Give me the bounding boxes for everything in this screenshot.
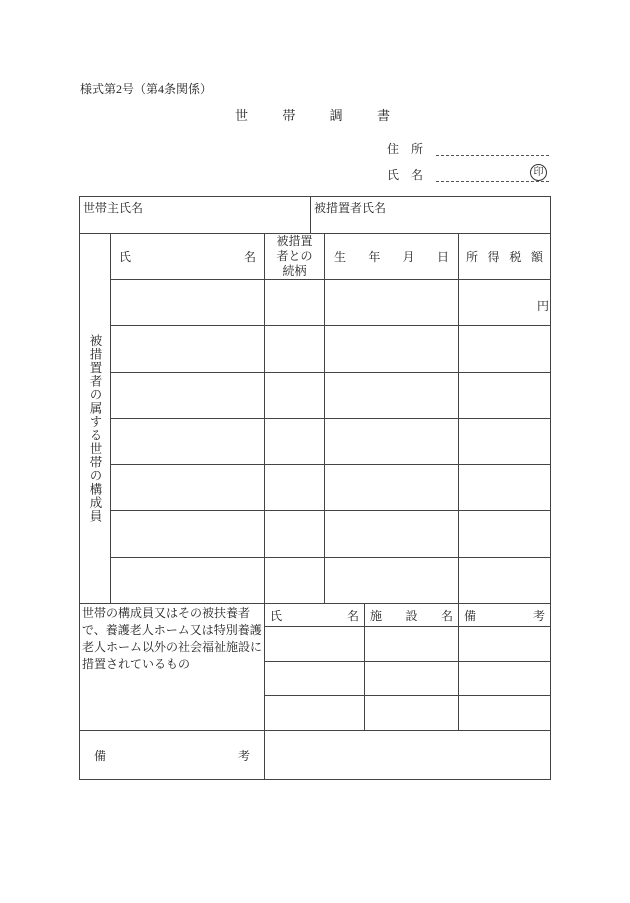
member-income-tax-cell[interactable]	[458, 510, 551, 557]
col-header-birthdate	[324, 233, 459, 280]
header-char: 年	[368, 250, 381, 264]
member-name-cell[interactable]	[110, 464, 265, 511]
members-section-label: 被措置者の属する世帯の構成員	[88, 334, 102, 523]
header-char: 月	[402, 250, 415, 264]
member-income-tax-cell[interactable]	[458, 325, 551, 372]
remarks-char: 考	[237, 748, 250, 763]
document-title	[235, 105, 390, 124]
member-income-tax-cell[interactable]	[458, 372, 551, 419]
institution-name-cell[interactable]	[264, 626, 365, 662]
remarks-char: 備	[94, 748, 107, 763]
institution-facility-cell[interactable]	[364, 661, 459, 697]
member-income-tax-cell[interactable]	[458, 464, 551, 511]
member-birthdate-cell[interactable]	[324, 372, 459, 419]
member-birthdate-cell[interactable]	[324, 325, 459, 372]
label-char: 氏	[387, 168, 400, 182]
form-number: 様式第2号（第4条関係）	[80, 82, 213, 96]
title-char: 書	[376, 108, 390, 123]
head-of-household-label: 世帯主氏名	[83, 201, 144, 215]
institution-remarks-cell[interactable]	[458, 695, 551, 731]
col-header-relationship	[264, 233, 325, 280]
title-char: 世	[235, 108, 249, 123]
member-name-cell[interactable]	[110, 418, 265, 465]
header-char: 氏	[270, 608, 283, 623]
name-label	[387, 166, 423, 183]
member-name-cell[interactable]	[110, 279, 265, 326]
yen-unit: 円	[537, 299, 550, 313]
member-relationship-cell[interactable]	[264, 372, 325, 419]
member-name-cell[interactable]	[110, 557, 265, 604]
member-birthdate-cell[interactable]	[324, 557, 459, 604]
header-char: 考	[532, 608, 545, 623]
member-birthdate-cell[interactable]	[324, 510, 459, 557]
institution-section-label: 世帯の構成員又はその被扶養者で、養護老人ホーム又は特別養護老人ホーム以外の社会福祉施設に措置されているもの	[82, 606, 263, 671]
member-birthdate-cell[interactable]	[324, 464, 459, 511]
address-label	[387, 140, 423, 157]
label-char: 所	[410, 142, 423, 156]
header-char: 施	[370, 608, 383, 623]
head-of-household-cell[interactable]	[79, 196, 311, 234]
member-relationship-cell[interactable]	[264, 464, 325, 511]
member-name-cell[interactable]	[110, 510, 265, 557]
header-char: 額	[530, 250, 543, 264]
institution-facility-cell[interactable]	[364, 626, 459, 662]
header-char: 得	[487, 250, 500, 264]
member-birthdate-cell[interactable]	[324, 279, 459, 326]
institution-name-cell[interactable]	[264, 661, 365, 697]
header-char: 名	[346, 608, 359, 623]
label-char: 住	[387, 142, 400, 156]
member-income-tax-cell[interactable]	[458, 557, 551, 604]
remarks-label-cell	[79, 730, 265, 780]
header-char: 備	[464, 608, 477, 623]
institution-remarks-cell[interactable]	[458, 626, 551, 662]
header-char: 氏	[119, 250, 132, 264]
title-char: 帯	[282, 108, 296, 123]
header-text: 被措置者との続柄	[276, 234, 313, 278]
remarks-field[interactable]	[264, 730, 551, 780]
seal-icon: 印	[530, 164, 547, 181]
title-char: 調	[329, 108, 343, 123]
header-char: 日	[436, 250, 449, 264]
col-header-income-tax	[458, 233, 551, 280]
placed-person-cell[interactable]	[310, 196, 551, 234]
member-relationship-cell[interactable]	[264, 510, 325, 557]
header-char: 所	[466, 250, 479, 264]
institution-facility-cell[interactable]	[364, 695, 459, 731]
inst-header-name	[264, 603, 365, 627]
header-char: 税	[509, 250, 522, 264]
inst-header-facility	[364, 603, 459, 627]
member-name-cell[interactable]	[110, 325, 265, 372]
header-char: 名	[243, 250, 256, 264]
member-birthdate-cell[interactable]	[324, 418, 459, 465]
header-char: 生	[334, 250, 347, 264]
member-relationship-cell[interactable]	[264, 279, 325, 326]
member-relationship-cell[interactable]	[264, 418, 325, 465]
placed-person-label: 被措置者氏名	[314, 201, 387, 215]
institution-section-label-cell	[79, 603, 265, 731]
header-char: 名	[440, 608, 453, 623]
institution-remarks-cell[interactable]	[458, 661, 551, 697]
institution-name-cell[interactable]	[264, 695, 365, 731]
member-relationship-cell[interactable]	[264, 557, 325, 604]
label-char: 名	[410, 168, 423, 182]
inst-header-remarks	[458, 603, 551, 627]
member-relationship-cell[interactable]	[264, 325, 325, 372]
members-section-label-cell	[79, 233, 111, 604]
header-char: 設	[405, 608, 418, 623]
member-name-cell[interactable]	[110, 372, 265, 419]
member-income-tax-cell[interactable]	[458, 418, 551, 465]
col-header-name	[110, 233, 265, 280]
address-field[interactable]	[436, 143, 549, 156]
